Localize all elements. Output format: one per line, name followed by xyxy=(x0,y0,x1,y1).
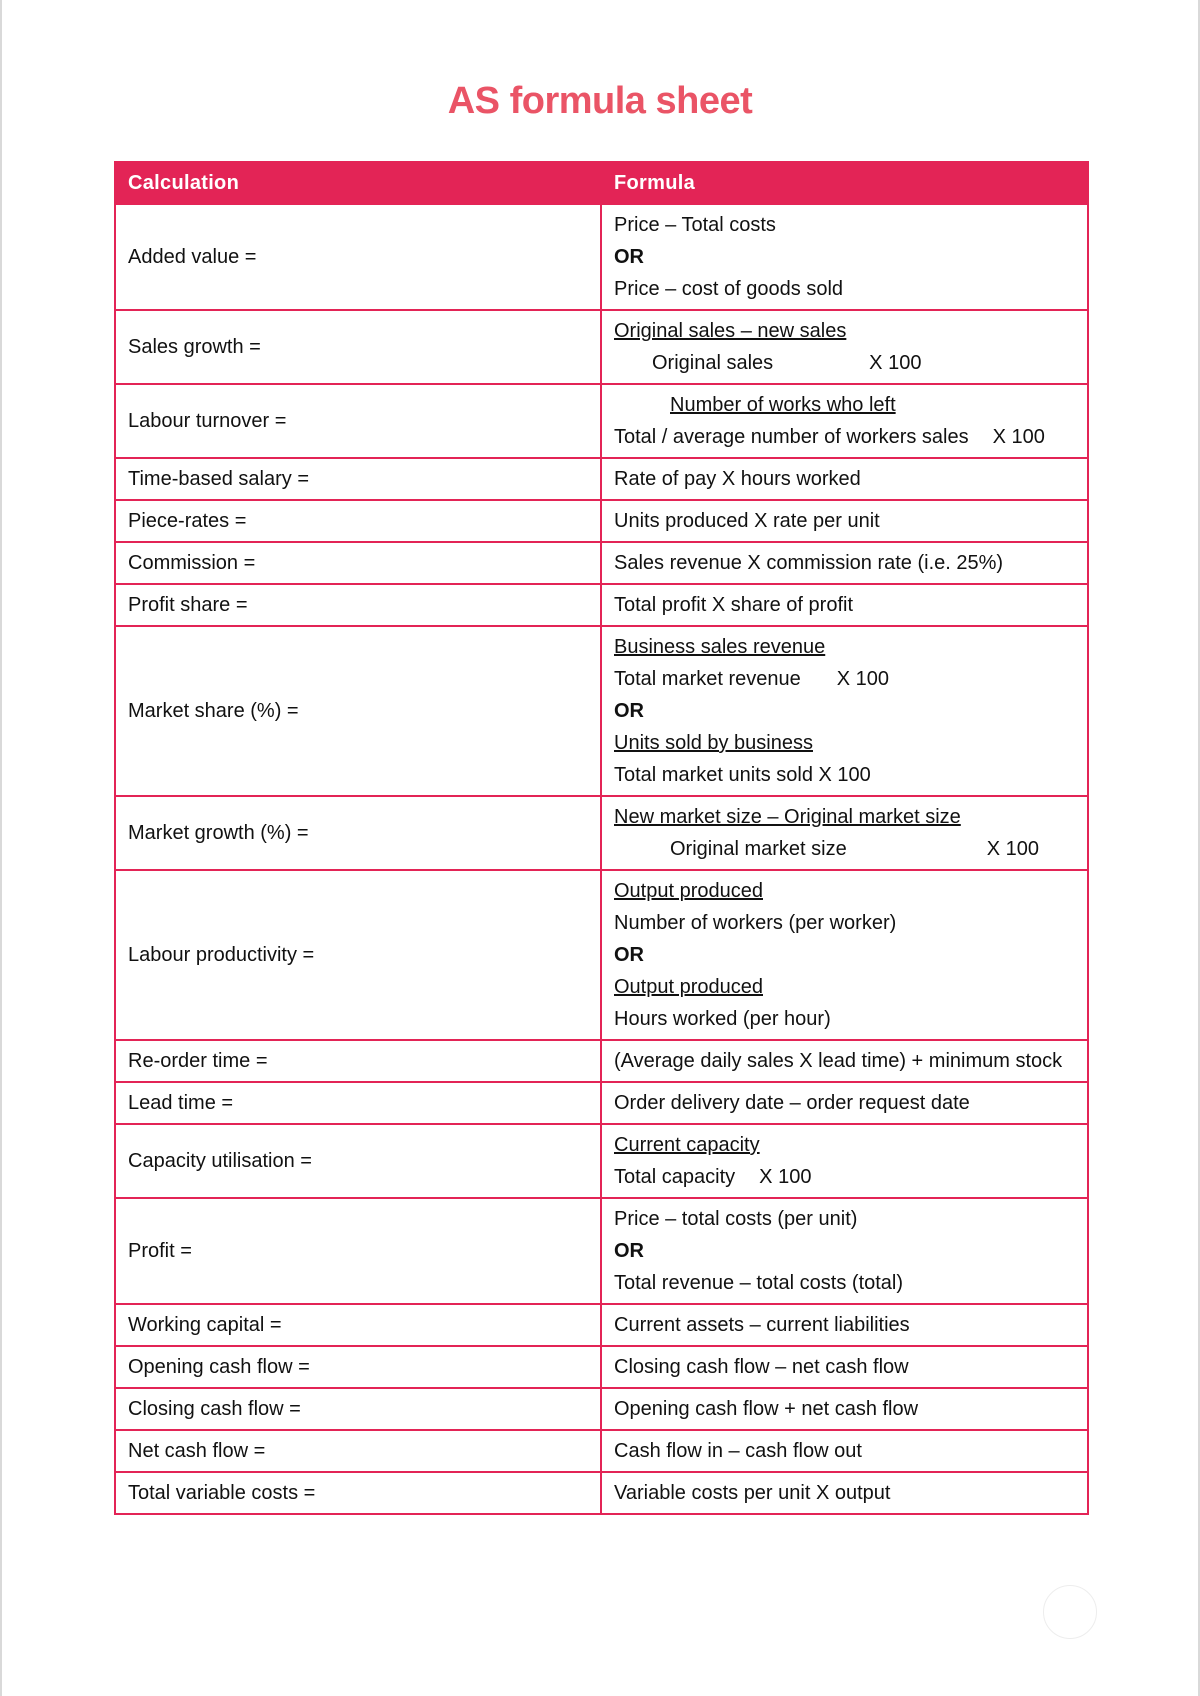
formula-denominator: Total market revenue xyxy=(614,668,801,690)
formula-numerator: Number of works who left xyxy=(670,394,896,416)
floating-home-button[interactable] xyxy=(1043,1585,1097,1639)
table-row xyxy=(115,1082,1088,1124)
calculation-label: Labour productivity = xyxy=(115,870,601,1040)
calculation-label: Market share (%) = xyxy=(115,626,601,796)
formula-multiplier: X 100 xyxy=(986,838,1039,860)
formula-cell xyxy=(601,584,1088,626)
formula-line: Price – total costs (per unit) xyxy=(614,1208,858,1230)
table-row xyxy=(115,500,1088,542)
calculation-label: Added value = xyxy=(115,204,601,310)
calculation-label: Re-order time = xyxy=(115,1040,601,1082)
calculation-label: Piece-rates = xyxy=(115,500,601,542)
calculation-label: Commission = xyxy=(115,542,601,584)
formula-cell xyxy=(601,204,1088,310)
formula-numerator: Output produced xyxy=(614,880,763,902)
calculation-label: Total variable costs = xyxy=(115,1472,601,1514)
table-row xyxy=(115,310,1088,384)
formula-numerator: Original sales – new sales xyxy=(614,320,847,342)
formula-cell xyxy=(601,1430,1088,1472)
table-row xyxy=(115,1040,1088,1082)
formula-line: Units produced X rate per unit xyxy=(614,510,880,532)
header-formula: Formula xyxy=(601,162,1088,204)
table-row xyxy=(115,1388,1088,1430)
or-separator: OR xyxy=(614,700,644,722)
table-header-row xyxy=(115,162,1088,204)
formula-cell xyxy=(601,500,1088,542)
formula-line: Sales revenue X commission rate (i.e. 25%) xyxy=(614,552,1004,574)
formula-cell xyxy=(601,1304,1088,1346)
table-row xyxy=(115,204,1088,310)
formula-cell xyxy=(601,796,1088,870)
formula-numerator: Current capacity xyxy=(614,1134,760,1156)
formula-multiplier: X 100 xyxy=(836,668,890,690)
formula-line: Order delivery date – order request date xyxy=(614,1092,970,1114)
calculation-label: Working capital = xyxy=(115,1304,601,1346)
formula-cell xyxy=(601,870,1088,1040)
formula-denominator: Original market size xyxy=(670,838,847,860)
formula-multiplier: X 100 xyxy=(759,1166,812,1188)
table-row xyxy=(115,796,1088,870)
table-row xyxy=(115,1198,1088,1304)
formula-multiplier: X 100 xyxy=(869,352,922,374)
header-calculation: Calculation xyxy=(115,162,601,204)
calculation-label: Closing cash flow = xyxy=(115,1388,601,1430)
formula-numerator: Business sales revenue xyxy=(614,636,826,658)
calculation-label: Profit = xyxy=(115,1198,601,1304)
formula-denominator: Original sales xyxy=(652,352,774,374)
formula-cell xyxy=(601,1198,1088,1304)
formula-line: Hours worked (per hour) xyxy=(614,1008,831,1030)
formula-cell xyxy=(601,1040,1088,1082)
formula-denominator: Total capacity xyxy=(614,1166,736,1188)
formula-cell xyxy=(601,384,1088,458)
formula-cell xyxy=(601,1388,1088,1430)
calculation-label: Time-based salary = xyxy=(115,458,601,500)
formula-line: Cash flow in – cash flow out xyxy=(614,1440,862,1462)
formula-line: Number of workers (per worker) xyxy=(614,912,897,934)
table-row xyxy=(115,1472,1088,1514)
formula-line: Opening cash flow + net cash flow xyxy=(614,1398,919,1420)
formula-cell xyxy=(601,458,1088,500)
table-row xyxy=(115,1346,1088,1388)
calculation-label: Net cash flow = xyxy=(115,1430,601,1472)
formula-cell xyxy=(601,1472,1088,1514)
or-separator: OR xyxy=(614,944,644,966)
table-row xyxy=(115,1430,1088,1472)
formula-line: (Average daily sales X lead time) + minimum stock xyxy=(614,1050,1063,1072)
calculation-label: Opening cash flow = xyxy=(115,1346,601,1388)
formula-numerator: Units sold by business xyxy=(614,732,813,754)
formula-line: Closing cash flow – net cash flow xyxy=(614,1356,909,1378)
formula-cell xyxy=(601,310,1088,384)
formula-numerator: New market size – Original market size xyxy=(614,806,961,828)
formula-line: Price – cost of goods sold xyxy=(614,278,844,300)
calculation-label: Profit share = xyxy=(115,584,601,626)
formula-line: Total market units sold X 100 xyxy=(614,764,871,786)
formula-cell xyxy=(601,1082,1088,1124)
formula-denominator: Total / average number of workers sales xyxy=(614,426,969,448)
formula-line: Total profit X share of profit xyxy=(614,594,854,616)
calculation-label: Labour turnover = xyxy=(115,384,601,458)
calculation-label: Capacity utilisation = xyxy=(115,1124,601,1198)
formula-cell xyxy=(601,626,1088,796)
table-row xyxy=(115,1124,1088,1198)
table-row xyxy=(115,384,1088,458)
formula-line: Current assets – current liabilities xyxy=(614,1314,910,1336)
page-title: AS formula sheet xyxy=(447,80,753,122)
table-row xyxy=(115,458,1088,500)
formula-numerator: Output produced xyxy=(614,976,763,998)
calculation-label: Lead time = xyxy=(115,1082,601,1124)
table-row xyxy=(115,870,1088,1040)
table-row xyxy=(115,626,1088,796)
or-separator: OR xyxy=(614,1240,644,1262)
formula-line: Variable costs per unit X output xyxy=(614,1482,891,1504)
table-row xyxy=(115,542,1088,584)
or-separator: OR xyxy=(614,246,644,268)
formula-cell xyxy=(601,1124,1088,1198)
formula-multiplier: X 100 xyxy=(992,426,1045,448)
formula-cell xyxy=(601,1346,1088,1388)
formula-line: Price – Total costs xyxy=(614,214,776,236)
page-edge-left xyxy=(0,0,2,1696)
formula-table xyxy=(114,161,1089,1515)
formula-cell xyxy=(601,542,1088,584)
table-row xyxy=(115,1304,1088,1346)
table-row xyxy=(115,584,1088,626)
formula-line: Total revenue – total costs (total) xyxy=(614,1272,904,1294)
calculation-label: Market growth (%) = xyxy=(115,796,601,870)
calculation-label: Sales growth = xyxy=(115,310,601,384)
formula-line: Rate of pay X hours worked xyxy=(614,468,861,490)
